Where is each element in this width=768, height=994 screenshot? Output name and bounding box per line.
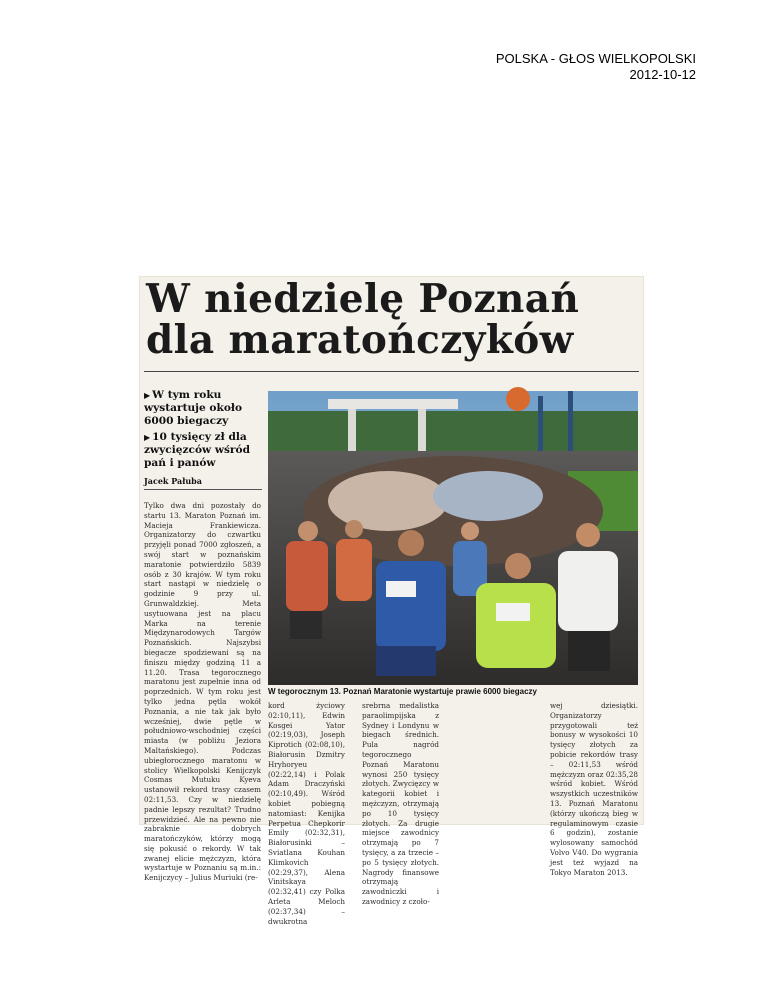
source-name: POLSKA - GŁOS WIELKOPOLSKI — [495, 51, 696, 66]
lede-text: W tym roku wystartuje około 6000 biegaczy — [144, 389, 243, 427]
headline-line-1: W niedzielę Poznań — [146, 276, 580, 322]
lede-text: 10 tysięcy zł dla zwycięzców wśród pań i panów — [144, 431, 250, 469]
photo-caption: W tegorocznym 13. Poznań Maratonie wystartuje prawie 6000 biegaczy — [268, 687, 537, 696]
article-column-1: Tylko dwa dni pozostały do startu 13. Maraton Poznań im. Macieja Frankiewicza. Organizatorzy do czwartku przyjęli ponad 7000 zgłoszeń, a swój start w poznańskim maratonie potwierdziło 5839 osób z 30 krajów. W tym roku start nastąpi w niedzielę o godzinie 9 przy ul. Grunwaldzkiej. Meta usytuowana jest na placu Marka na terenie Międzynarodowych Targów Poznańskich. Najszybsi biegacze spodziewani są na finiszu między godziną 11 a 11.20. Trasa tegorocznego maratonu jest zupełnie inna od poprzednich. W tym roku jest tylko jedna pętla wokół Poznania, a nie tak jak było wcześniej, dwie pętle w południowo-wschodniej części miasta (w pobliżu Jeziora Maltańskiego). Podczas ubiegłorocznego maratonu w stolicy Wielkopolski Kenijczyk Cosmas Mutuku Kyeva ustanowił rekord trasy czasem 02:11,53. Czy w niedzielę padnie lepszy rezultat? Trudno przewidzieć. Ale na pewno nie zabraknie dobrych maratończyków, którzy mogą się pokusić o rekordy. W tak zwanej elicie mężczyzn, która wystartuje w Poznaniu są m.in.: Kenijczycy – Julius Muriuki (re- — [144, 501, 261, 883]
marathon-photo — [268, 391, 638, 685]
headline-line-2: dla maratończyków — [146, 317, 574, 363]
byline: Jacek Pałuba — [144, 476, 262, 490]
source-header — [496, 51, 696, 83]
article-column-2: kord życiowy 02:10,11), Edwin Kosgei Yator (02:19,03), Joseph Kiprotich (02:08,10), Białorusin Dzmitry Hryhoryeu (02:22,14) i Polak Adam Draczyński (02:10,49). Wśród kobiet pobiegną natomiast: Kenijka Perpetua Chepkorir Emily (02:32,31), Białorusinki – Sviatlana Kouhan Klimkovich (02:29,37), Alena Vinitskaya (02:32,41) czy Polka Arleta Meloch (02:37,34) – dwukrotna — [268, 701, 345, 926]
newspaper-clipping — [140, 276, 643, 926]
source-date: 2012-10-12 — [629, 67, 696, 82]
article-lede — [144, 389, 262, 490]
triangle-bullet-icon: ▶ — [144, 390, 151, 400]
article-column-3: srebrna medalistka paraolimpijska z Sydney i Londynu w biegach średnich. Pula nagród tegorocznego Poznań Maratonu wynosi 250 tysięcy złotych. Zwycięzcy w kategorii kobiet i mężczyzn, otrzymają po 10 tysięcy złotych. Za drugie miejsce zawodnicy otrzymają po 7 tysięcy, a za trzecie – po 5 tysięcy złotych. Nagrody finansowe otrzymają zawodniczki i zawodnicy z czoło- — [362, 701, 439, 906]
article-column-4: wej dziesiątki. Organizatorzy przygotowali też bonusy w wysokości 10 tysięcy złotych za pobicie rekordów trasy – 02:11,53 wśród mężczyzn oraz 02:35,28 wśród kobiet. Wśród wszystkich uczestników 13. Poznań Maratonu (którzy ukończą bieg w regulaminowym czasie 6 godzin), zostanie wylosowany samochód Volvo V40. Do wygrania jest też wyjazd na Tokyo Maraton 2013. — [550, 701, 638, 877]
article-headline — [146, 276, 636, 363]
lede-item — [144, 431, 262, 470]
lede-item — [144, 389, 262, 428]
triangle-bullet-icon: ▶ — [144, 432, 151, 442]
headline-rule — [144, 371, 639, 372]
